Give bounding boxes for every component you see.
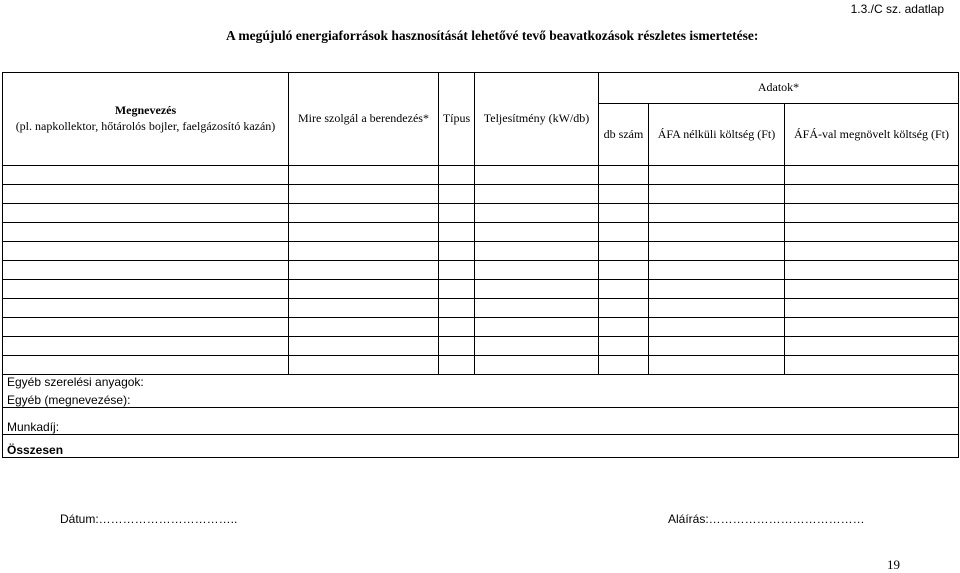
input-cell[interactable] [289,166,439,185]
input-cell[interactable] [599,356,649,375]
table-row [3,261,959,280]
input-cell[interactable] [3,280,289,299]
input-cell[interactable] [475,356,599,375]
table-row [3,166,959,185]
input-cell[interactable] [649,166,785,185]
input-cell[interactable] [785,261,959,280]
input-cell[interactable] [599,261,649,280]
header-gross-cost: ÁFÁ-val megnövelt költség (Ft) [785,104,959,166]
header-name-bold: Megnevezés [114,103,177,118]
input-cell[interactable] [289,299,439,318]
header-net-cost: ÁFA nélküli költség (Ft) [649,104,785,166]
input-cell[interactable] [439,280,475,299]
input-cell[interactable] [785,242,959,261]
input-cell[interactable] [3,299,289,318]
input-cell[interactable] [785,337,959,356]
input-cell[interactable] [439,318,475,337]
input-cell[interactable] [289,280,439,299]
header-data: Adatok* [599,73,959,104]
input-cell[interactable] [475,318,599,337]
table-row [3,185,959,204]
input-cell[interactable] [439,299,475,318]
input-cell[interactable] [785,223,959,242]
input-cell[interactable] [649,223,785,242]
input-cell[interactable] [289,318,439,337]
input-cell[interactable] [439,166,475,185]
input-cell[interactable] [475,185,599,204]
input-cell[interactable] [289,242,439,261]
table-row [3,337,959,356]
input-cell[interactable] [785,356,959,375]
input-cell[interactable] [475,299,599,318]
input-cell[interactable] [475,280,599,299]
input-cell[interactable] [439,185,475,204]
input-cell[interactable] [289,204,439,223]
table-row [3,318,959,337]
input-cell[interactable] [439,337,475,356]
table-row [3,204,959,223]
signature-field[interactable]: Aláírás:………………………………… [668,512,865,526]
input-cell[interactable] [785,185,959,204]
input-cell[interactable] [289,261,439,280]
input-cell[interactable] [475,166,599,185]
input-cell[interactable] [785,280,959,299]
input-cell[interactable] [599,318,649,337]
input-cell[interactable] [649,356,785,375]
input-cell[interactable] [289,337,439,356]
header-name-detail: (pl. napkollektor, hőtárolós bojler, faelgázosító kazán) [15,119,276,133]
input-cell[interactable] [475,223,599,242]
input-cell[interactable] [599,242,649,261]
input-cell[interactable] [439,204,475,223]
table-row [3,242,959,261]
input-cell[interactable] [649,337,785,356]
other-materials-label: Egyéb szerelési anyagok: [3,375,959,390]
page-number: 19 [887,557,900,572]
table-row [3,435,959,458]
input-cell[interactable] [475,337,599,356]
input-cell[interactable] [599,223,649,242]
input-cell[interactable] [599,299,649,318]
input-cell[interactable] [3,337,289,356]
total-label: Összesen [3,435,959,458]
input-cell[interactable] [289,223,439,242]
input-cell[interactable] [289,356,439,375]
input-cell[interactable] [649,280,785,299]
input-cell[interactable] [439,242,475,261]
input-cell[interactable] [3,356,289,375]
input-cell[interactable] [599,280,649,299]
table-row [3,375,959,390]
header-purpose: Mire szolgál a berendezés* [289,73,439,166]
page-title: A megújuló energiaforrások hasznosítását lehetővé tevő beavatkozások részletes ismertetése: [226,28,759,43]
input-cell[interactable] [649,261,785,280]
input-cell[interactable] [3,261,289,280]
table-row [3,356,959,375]
other-named-label: Egyéb (megnevezése): [3,389,959,408]
input-cell[interactable] [3,223,289,242]
input-cell[interactable] [649,204,785,223]
form-reference: 1.3./C sz. adatlap [850,2,944,16]
input-cell[interactable] [475,204,599,223]
input-cell[interactable] [289,185,439,204]
input-cell[interactable] [3,166,289,185]
input-cell[interactable] [599,185,649,204]
input-cell[interactable] [649,299,785,318]
input-cell[interactable] [475,261,599,280]
labour-label: Munkadíj: [3,408,959,435]
table-row [3,408,959,435]
input-cell[interactable] [649,185,785,204]
input-cell[interactable] [3,204,289,223]
input-cell[interactable] [599,337,649,356]
table-row [3,299,959,318]
input-cell[interactable] [785,204,959,223]
input-cell[interactable] [785,166,959,185]
input-cell[interactable] [439,223,475,242]
table-row [3,389,959,408]
input-cell[interactable] [3,185,289,204]
input-cell[interactable] [649,242,785,261]
header-type: Típus [439,73,475,166]
input-cell[interactable] [785,299,959,318]
input-cell[interactable] [439,261,475,280]
header-performance: Teljesítmény (kW/db) [475,73,599,166]
input-cell[interactable] [439,356,475,375]
input-cell[interactable] [599,204,649,223]
header-qty: db szám [599,104,649,166]
table-row [3,280,959,299]
cost-table [2,72,959,458]
table-row [3,223,959,242]
header-name-cell [3,73,289,166]
input-cell[interactable] [599,166,649,185]
input-cell[interactable] [475,242,599,261]
input-cell[interactable] [649,318,785,337]
input-cell[interactable] [3,318,289,337]
input-cell[interactable] [785,318,959,337]
input-cell[interactable] [3,242,289,261]
date-field[interactable]: Dátum:…………………………….. [60,512,238,526]
